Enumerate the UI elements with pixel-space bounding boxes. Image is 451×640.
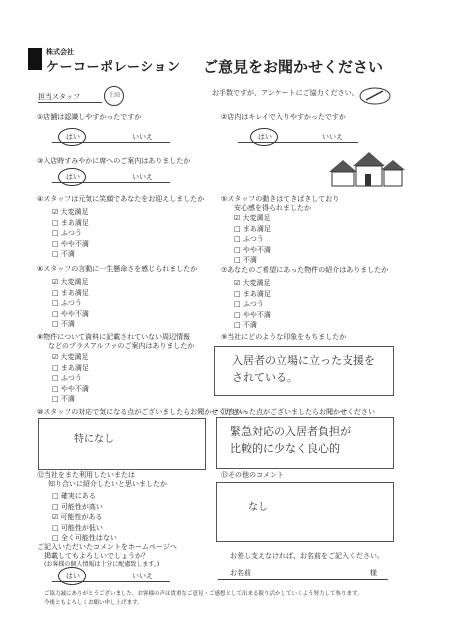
q7-option: □ 不満 [234,321,257,329]
q3-yes-circle [58,168,86,186]
web-no: いいえ [132,572,153,580]
q2-yes-circle [250,128,278,146]
name-line [218,579,388,580]
q1-question: ①店舗は認識しやすかったですか [37,113,142,121]
q13-answer: なし [248,502,268,513]
page-title: ご意見をお聞かせください [203,58,384,76]
q10-answer-box [38,418,206,470]
q12-question: ⑫当社をまた利用したいまたは [37,471,135,479]
q12-option: □ 確実にある [52,492,96,500]
q5-option: □ まあ満足 [234,224,271,233]
web-yes-circle [58,567,86,585]
q4-question: ④スタッフは元気に笑顔であなたをお迎えしましたか [37,195,205,203]
q5-option: □ 不満 [234,256,257,264]
q5-question: ⑤スタッフの動きはてきぱきしており [221,195,340,203]
q2-no: いいえ [322,133,343,141]
q13-question: ⑬その他のコメント [221,471,284,479]
q3-no: いいえ [132,173,153,181]
name-label: お名前 [230,569,251,577]
name-prompt: お差し支えなければ、お名前をご記入ください。 [230,552,384,560]
q11-question: ⑪良かった点がございましたらお聞かせください [221,408,375,416]
q7-option: □ ふつう [234,300,264,308]
q1-yes-circle [58,128,86,146]
q3-question: ③入店時すみやかに席へのご案内はありましたか [37,157,191,165]
q12-options [52,491,117,544]
q5-question-2: 安心感を得られましたか [234,204,311,212]
web-yes: はい [66,572,80,580]
q5-option: □ やや不満 [234,245,271,254]
q6-options [52,277,89,330]
q12-option: ☑ 可能性がある [52,513,103,521]
staff-label: 担当スタッフ [38,93,102,103]
intro-text: お手数ですが、アンケートにご協力ください。 [212,89,359,97]
q13-answer-box [216,482,394,542]
q6-option: □ 不満 [52,320,75,328]
name-suffix: 様 [370,569,377,577]
web-question-2: 掲載してもよろしいでしょうか？ [44,552,149,560]
q5-option: ☑ 大変満足 [234,214,271,222]
q12-option: □ 可能性が高い [52,502,103,511]
q10-answer: 特になし [74,434,114,445]
q1-yes: はい [66,133,80,141]
q10-question: ⑩スタッフの対応で気になる点がございましたらお聞かせください [37,408,247,416]
q4-option: □ ふつう [52,229,82,237]
q9-answer-1: 入居者の立場に立った支援を [232,354,375,367]
q12-option: □ 可能性が低い [52,523,103,532]
houses-illustration [325,150,409,188]
q6-option: □ まあ満足 [52,288,89,297]
footer-line-2: 今後ともよろしくお願い申し上げます。 [44,600,143,606]
q12-option: □ 全く可能性はない [52,534,117,542]
q8-option: □ やや不満 [52,384,89,393]
q7-question: ⑦あなたのご希望にあった物件の紹介はありましたか [221,266,389,274]
staff-stamp: 土田 [104,86,124,106]
q1-no: いいえ [132,133,153,141]
q11-answer-2: 比較的に少なく良心的 [230,442,340,455]
q9-question: ⑨当社にどのような印象をもちましたか [221,333,347,341]
q8-question-2: などのプラスアルファのご案内はありましたか [48,342,195,350]
web-question-3: (お客様の個人情報は十分に配慮致します。) [44,561,160,568]
q7-option: □ やや不満 [234,310,271,319]
q4-option: □ まあ満足 [52,218,89,227]
company-name: ケーコーポレーション [46,60,181,75]
q11-answer-1: 緊急対応の入居者負担が [230,425,351,438]
q8-option: ☑ 大変満足 [52,353,89,361]
q6-option: □ ふつう [52,299,82,307]
q8-question: ⑧物件について資料に記載されていない周辺情報 [37,333,191,341]
q4-option: ☑ 大変満足 [52,208,89,216]
pen-icon [358,85,392,107]
company-logo [28,48,42,70]
q8-option: □ 不満 [52,395,75,403]
q2-yes: はい [258,133,272,141]
q7-option: ☑ 大変満足 [234,279,271,287]
q3-yes: はい [66,173,80,181]
q6-question: ⑥スタッフの言動に一生懸命さを感じられましたか [37,265,198,273]
q5-option: □ ふつう [234,235,264,243]
footer-line-1: ご協力誠にありがとうございました。お客様の声は貴重なご意見・ご感想として出来る限り活かしていくよう努力して参ります。 [44,591,363,597]
q4-option: □ やや不満 [52,239,89,248]
q12-question-2: 知り合いに紹介したいと思いましたか [48,480,167,488]
company-prefix: 株式会社 [46,48,74,56]
q2-question: ②店内はキレイで入りやすかったですか [221,113,346,121]
q8-option: □ ふつう [52,374,82,382]
q9-answer-2: されている。 [232,371,298,384]
q7-option: □ まあ満足 [234,289,271,298]
q5-options [234,213,271,266]
q4-options [52,207,89,260]
q6-option: □ やや不満 [52,309,89,318]
web-question-1: ご記入いただいたコメントをホームページへ [37,543,177,551]
q8-option: □ まあ満足 [52,363,89,372]
q8-options [52,352,89,405]
q6-option: ☑ 大変満足 [52,278,89,286]
q4-option: □ 不満 [52,250,75,258]
q7-options [234,278,271,331]
